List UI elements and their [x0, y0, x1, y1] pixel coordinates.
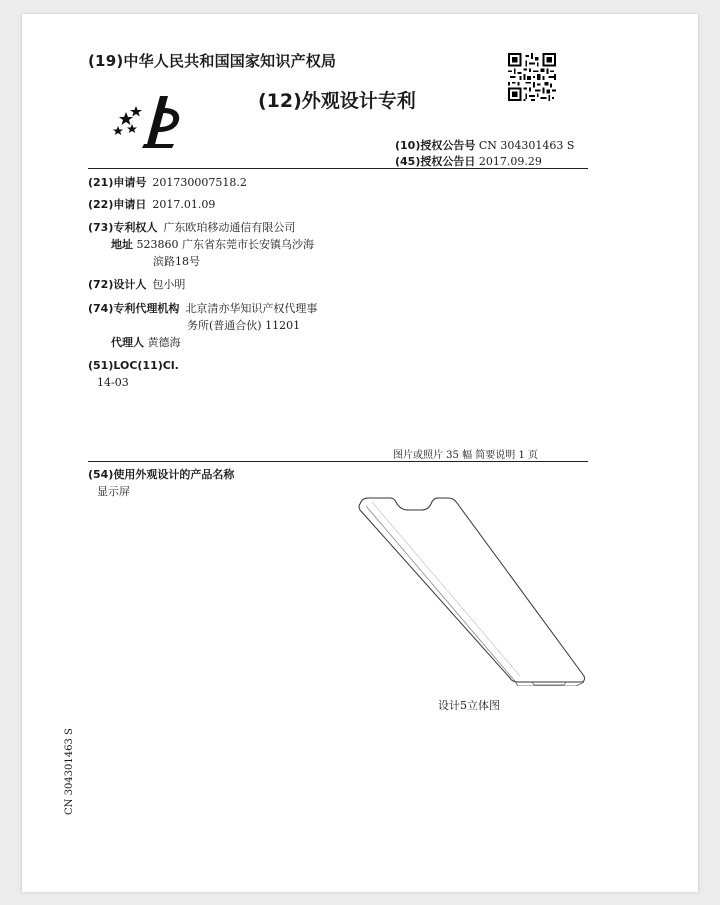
agent-value: 黄德海 [147, 336, 181, 349]
locarno-class-label: (51)LOC(11)Cl. [88, 359, 179, 372]
qr-code[interactable] [508, 53, 556, 101]
design-perspective-drawing [350, 486, 590, 686]
side-publication-code: CN 304301463 S [64, 728, 75, 815]
designer-label: (72)设计人 [88, 278, 147, 291]
application-number-field [88, 174, 247, 191]
address-field [111, 236, 314, 253]
agency-label: (74)专利代理机构 [88, 302, 180, 315]
header-divider [88, 168, 588, 169]
address-line-1: 523860 广东省东莞市长安镇乌沙海 [136, 238, 314, 251]
locarno-class-value: 14-03 [97, 376, 129, 389]
address-label: 地址 [111, 238, 133, 251]
patentee-label: (73)专利权人 [88, 221, 158, 234]
designer-field [88, 276, 185, 293]
publication-number-label: (10)授权公告号 [395, 139, 476, 152]
application-date-label: (22)申请日 [88, 198, 147, 211]
application-date-value: 2017.01.09 [152, 198, 216, 211]
agency-field [88, 300, 317, 317]
address-line-2: 滨路18号 [153, 255, 200, 268]
publication-date-row [395, 153, 542, 169]
agency-line-2: 务所(普通合伙) 11201 [187, 319, 301, 332]
publication-date-label: (45)授权公告日 [395, 155, 476, 168]
publication-number-value: CN 304301463 S [478, 139, 575, 152]
locarno-class-field [88, 357, 179, 374]
publication-number-row [395, 137, 574, 153]
application-number-value: 201730007518.2 [152, 176, 247, 189]
figure-count-summary: 图片或照片 35 幅 简要说明 1 页 [393, 450, 538, 461]
document-type-title: (12)外观设计专利 [258, 90, 416, 112]
agent-label: 代理人 [111, 336, 144, 349]
designer-value: 包小明 [152, 278, 186, 291]
application-date-field [88, 196, 215, 213]
issuing-office: (19)中华人民共和国国家知识产权局 [88, 52, 337, 70]
publication-date-value: 2017.09.29 [478, 155, 542, 168]
product-name-value: 显示屏 [97, 485, 130, 498]
patentee-value: 广东欧珀移动通信有限公司 [163, 221, 296, 234]
agency-line-1: 北京清亦华知识产权代理事 [185, 302, 318, 315]
product-name-field [88, 466, 234, 483]
application-number-label: (21)申请号 [88, 176, 147, 189]
section-divider [88, 461, 588, 462]
cnipa-emblem-logo [112, 92, 192, 152]
agent-field [111, 334, 181, 351]
figure-caption: 设计5立体图 [438, 699, 500, 712]
patentee-field [88, 219, 295, 236]
product-name-label: (54)使用外观设计的产品名称 [88, 468, 235, 481]
